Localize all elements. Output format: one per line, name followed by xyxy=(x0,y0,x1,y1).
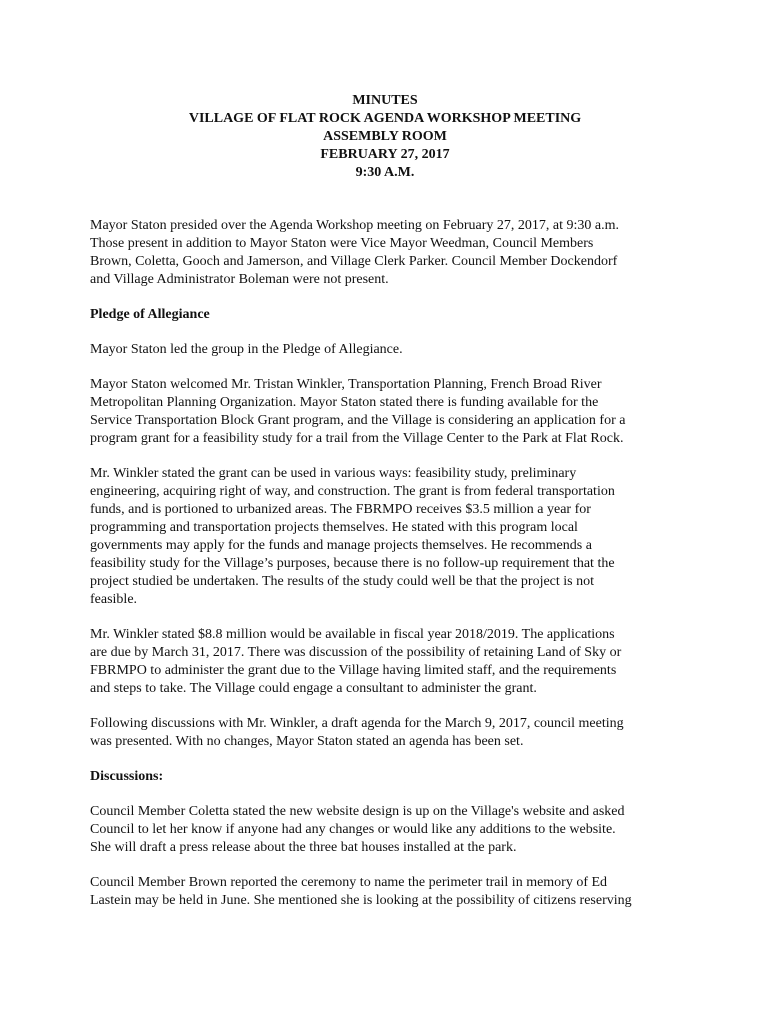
paragraph-line: Metropolitan Planning Organization. Mayor Staton stated there is funding available for the xyxy=(90,395,599,410)
paragraph xyxy=(90,715,680,751)
paragraph-line: Those present in addition to Mayor Staton were Vice Mayor Weedman, Council Members xyxy=(90,236,594,251)
document-page xyxy=(90,92,680,927)
paragraph-line: feasible. xyxy=(90,592,138,607)
section-pledge-of-allegiance xyxy=(90,306,680,324)
paragraph-line: program grant for a feasibility study for a trail from the Village Center to the Park at Flat Rock. xyxy=(90,431,624,446)
paragraph-line: Council to let her know if anyone had any changes or would like any additions to the website. xyxy=(90,822,616,837)
heading-date: FEBRUARY 27, 2017 xyxy=(320,147,450,162)
paragraph-line: Council Member Brown reported the ceremony to name the perimeter trail in memory of Ed xyxy=(90,875,608,890)
paragraph-line: was presented. With no changes, Mayor Staton stated an agenda has been set. xyxy=(90,734,524,749)
paragraph-line: funds, and is portioned to urbanized areas. The FBRMPO receives $3.5 million a year for xyxy=(90,502,591,517)
paragraph-line: Brown, Coletta, Gooch and Jamerson, and Village Clerk Parker. Council Member Dockendorf xyxy=(90,254,618,269)
paragraph-line: Mr. Winkler stated the grant can be used in various ways: feasibility study, preliminary xyxy=(90,466,577,481)
minutes-heading xyxy=(90,92,680,182)
paragraph-line: Mr. Winkler stated $8.8 million would be available in fiscal year 2018/2019. The applications xyxy=(90,627,615,642)
paragraph-line: Following discussions with Mr. Winkler, a draft agenda for the March 9, 2017, council meeting xyxy=(90,716,624,731)
paragraph-line: Council Member Coletta stated the new website design is up on the Village's website and asked xyxy=(90,804,625,819)
paragraph xyxy=(90,465,680,609)
paragraph xyxy=(90,803,680,857)
paragraph xyxy=(90,626,680,698)
heading-location: ASSEMBLY ROOM xyxy=(323,129,447,144)
paragraph xyxy=(90,376,680,448)
minutes-body xyxy=(90,217,680,910)
paragraph-line: engineering, acquiring right of way, and construction. The grant is from federal transportation xyxy=(90,484,615,499)
paragraph-line: She will draft a press release about the three bat houses installed at the park. xyxy=(90,840,517,855)
paragraph-line: Lastein may be held in June. She mentioned she is looking at the possibility of citizens reserving xyxy=(90,893,632,908)
paragraph-line: and steps to take. The Village could engage a consultant to administer the grant. xyxy=(90,681,537,696)
heading-minutes: MINUTES xyxy=(352,93,418,108)
paragraph xyxy=(90,341,680,359)
paragraph-line: project studied be undertaken. The results of the study could well be that the project is not xyxy=(90,574,594,589)
paragraph-line: Service Transportation Block Grant program, and the Village is considering an application for a xyxy=(90,413,626,428)
paragraph-line: feasibility study for the Village’s purposes, because there is no follow-up requirement that the xyxy=(90,556,615,571)
paragraph-line: programming and transportation projects themselves. He stated with this program local xyxy=(90,520,578,535)
paragraph-line: are due by March 31, 2017. There was discussion of the possibility of retaining Land of Sky or xyxy=(90,645,622,660)
heading-time: 9:30 A.M. xyxy=(355,165,415,180)
section-heading-text: Discussions: xyxy=(90,769,164,784)
section-discussions xyxy=(90,768,680,786)
paragraph-line: Mayor Staton presided over the Agenda Workshop meeting on February 27, 2017, at 9:30 a.m. xyxy=(90,218,619,233)
paragraph-line: and Village Administrator Boleman were not present. xyxy=(90,272,389,287)
paragraph-line: governments may apply for the funds and manage projects themselves. He recommends a xyxy=(90,538,592,553)
section-heading-text: Pledge of Allegiance xyxy=(90,307,210,322)
paragraph xyxy=(90,874,680,910)
paragraph-line: Mayor Staton led the group in the Pledge of Allegiance. xyxy=(90,342,403,357)
paragraph-line: Mayor Staton welcomed Mr. Tristan Winkler, Transportation Planning, French Broad River xyxy=(90,377,602,392)
paragraph xyxy=(90,217,680,289)
heading-meeting-name: VILLAGE OF FLAT ROCK AGENDA WORKSHOP MEETING xyxy=(188,111,582,126)
paragraph-line: FBRMPO to administer the grant due to the Village having limited staff, and the requirements xyxy=(90,663,617,678)
